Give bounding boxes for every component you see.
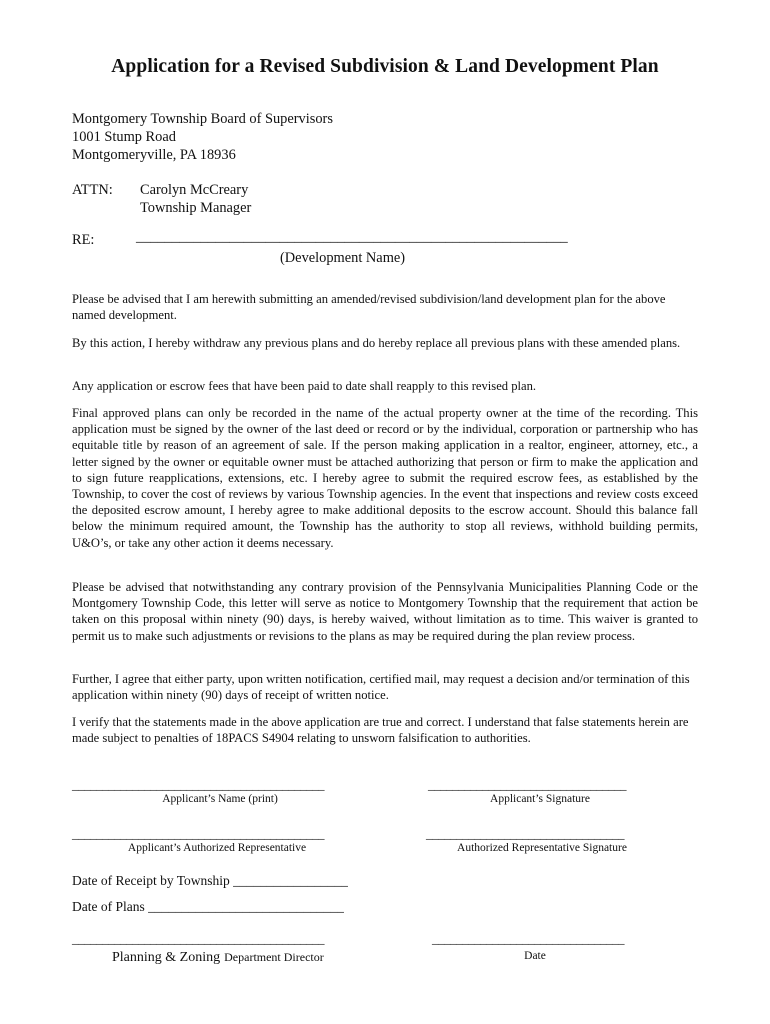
re-label: RE: (72, 232, 95, 248)
director-label-suffix: Department Director (224, 950, 324, 964)
paragraph-1: Please be advised that I am herewith submitting an amended/revised subdivision/land development plan for the above named development. (72, 292, 666, 323)
paragraph-3: Any application or escrow fees that have been paid to date shall reapply to this revised plan. (72, 379, 537, 393)
authorized-rep-line[interactable]: __________________________________________ (72, 826, 324, 841)
date-of-receipt-field[interactable]: _________________ (233, 873, 348, 888)
paragraph-5: Please be advised that notwithstanding any contrary provision of the Pennsylvania Municipalities Planning Code or the Montgomery Township Code, this letter will serve as notice to Montgomery Township that the requirement that action be taken on this proposal within ninety (90) days, is hereby waived, without limitation as to time. This waiver is granted to permit us to make such adjustments or revisions to the plans as may be required during the plan review process. (72, 580, 698, 643)
authorized-rep-label: Applicant’s Authorized Representative (127, 842, 307, 854)
development-name-caption: (Development Name) (280, 250, 406, 266)
date-of-receipt-row (72, 873, 348, 889)
director-date-label: Date (524, 950, 546, 962)
applicant-name-label: Applicant’s Name (print) (162, 793, 278, 805)
attn-label: ATTN: (72, 182, 113, 198)
address-line-2: 1001 Stump Road (72, 129, 176, 145)
authorized-rep-signature-label: Authorized Representative Signature (457, 842, 627, 854)
applicant-signature-line[interactable]: _________________________________ (428, 777, 626, 792)
development-name-field[interactable]: ____________________________________________________________ (136, 229, 568, 245)
applicant-name-line[interactable]: __________________________________________ (72, 777, 324, 792)
paragraph-6: Further, I agree that either party, upon written notification, certified mail, may request a decision and/or termination of this application within ninety (90) days of receipt of written notice. (72, 672, 690, 703)
attn-role: Township Manager (140, 200, 252, 216)
date-of-plans-row (72, 899, 344, 915)
address-line-3: Montgomeryville, PA 18936 (72, 147, 236, 163)
applicant-signature-label: Applicant’s Signature (490, 793, 590, 805)
recipient-address (72, 110, 333, 164)
paragraph-7: I verify that the statements made in the above application are true and correct. I understand that false statements herein are made subject to penalties of 18PACS S4904 relating to unsworn falsification to authorities. (72, 715, 689, 746)
authorized-rep-signature-line[interactable]: _________________________________ (426, 826, 624, 841)
document-title: Application for a Revised Subdivision & Land Development Plan (111, 56, 659, 77)
address-line-1: Montgomery Township Board of Supervisors (72, 111, 333, 127)
director-date-line[interactable]: ________________________________ (432, 931, 624, 946)
paragraph-2: By this action, I hereby withdraw any previous plans and do hereby replace all previous plans with these amended plans. (72, 336, 681, 350)
director-label-prefix: Planning & Zoning (112, 950, 221, 965)
attn-name: Carolyn McCreary (140, 182, 249, 198)
attn-recipient (140, 181, 251, 217)
director-label (112, 948, 324, 966)
paragraph-4: Final approved plans can only be recorded in the name of the actual property owner at the time of the recording. This application must be signed by the owner of the last deed or record or by the individual, corporation or partnership who has equitable title by reason of an agreement of sale. If the person making application in a realtor, engineer, attorney, etc., a letter signed by the owner or equitable owner must be attached authorizing that person or firm to make the application and to sign future reapplications, extensions, etc. I hereby agree to submit the required escrow fees, as established by the Township, to cover the cost of reviews by various Township agencies. In the event that inspections and review costs exceed the deposited escrow amount, I hereby agree to make additional deposits to the escrow account. Should this balance fall below the minimum required amount, the Township has the authority to stop all reviews, withhold building permits, U&O’s, or take any other action it deems necessary. (72, 406, 698, 550)
date-of-receipt-label: Date of Receipt by Township (72, 873, 230, 888)
director-signature-line[interactable]: __________________________________________ (72, 931, 324, 946)
date-of-plans-label: Date of Plans (72, 899, 145, 914)
date-of-plans-field[interactable]: _____________________________ (148, 899, 344, 914)
